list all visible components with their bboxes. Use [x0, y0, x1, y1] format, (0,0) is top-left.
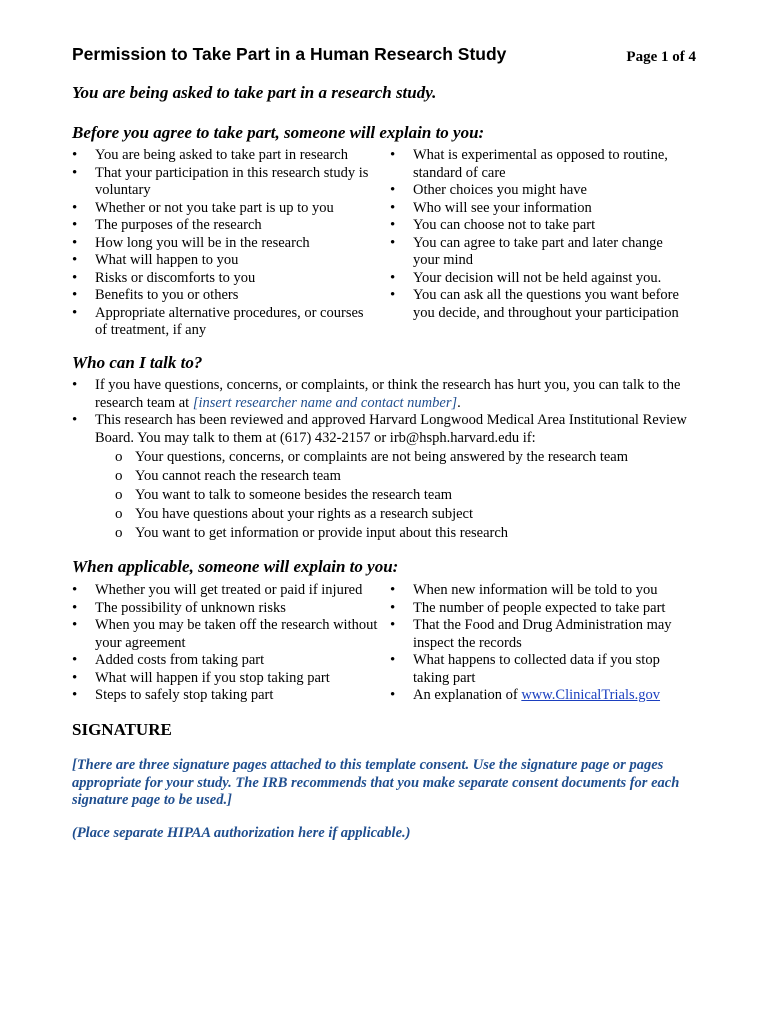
list-item: • What will happen if you stop taking part: [72, 670, 382, 688]
list-item: • You can agree to take part and later change your mind: [390, 235, 690, 270]
list-item: • What is experimental as opposed to routine, standard of care: [390, 147, 690, 182]
list-item: • The purposes of the research: [72, 217, 372, 235]
list-item: • When you may be taken off the research without your agreement: [72, 617, 382, 652]
document-title: Permission to Take Part in a Human Research Study: [72, 44, 507, 64]
talk-heading: Who can I talk to?: [72, 353, 203, 372]
list-item: • You can choose not to take part: [390, 217, 690, 235]
list-item: [72, 412, 692, 543]
list-item: • Your decision will not be held against you.: [390, 270, 690, 288]
sub-list-item: o Your questions, concerns, or complaints are not being answered by the research team: [95, 448, 692, 467]
sub-list-item: o You cannot reach the research team: [95, 467, 692, 486]
list-item: • How long you will be in the research: [72, 235, 372, 253]
list-item: • Whether you will get treated or paid if injured: [72, 582, 382, 600]
sub-list-item: o You have questions about your rights as a research subject: [95, 505, 692, 524]
list-item: • The possibility of unknown risks: [72, 600, 382, 618]
list-item: • You are being asked to take part in research: [72, 147, 372, 165]
clinicaltrials-text: An explanation of: [413, 687, 522, 703]
sub-list-item: o You want to get information or provide input about this research: [95, 524, 692, 543]
sub-list-item: o You want to talk to someone besides the research team: [95, 486, 692, 505]
intro-statement: You are being asked to take part in a research study.: [72, 83, 437, 102]
page-number: Page 1 of 4: [626, 49, 696, 65]
list-item: • You can ask all the questions you want before you decide, and throughout your participation: [390, 287, 690, 322]
applicable-list-left: [72, 582, 382, 705]
list-item: • When new information will be told to you: [390, 582, 690, 600]
signature-heading: SIGNATURE: [72, 720, 172, 739]
period: .: [457, 394, 461, 411]
list-item: [390, 687, 690, 705]
list-item: • Appropriate alternative procedures, or courses of treatment, if any: [72, 305, 372, 340]
page-header: [72, 46, 700, 68]
clinicaltrials-link[interactable]: www.ClinicalTrials.gov: [521, 687, 661, 703]
list-item: • Steps to safely stop taking part: [72, 687, 382, 705]
list-item: [72, 377, 692, 412]
hipaa-note: (Place separate HIPAA authorization here if applicable.): [72, 825, 411, 841]
explain-list-right: [390, 147, 690, 322]
list-item: • Added costs from taking part: [72, 652, 382, 670]
list-item: • The number of people expected to take part: [390, 600, 690, 618]
list-item: • Other choices you might have: [390, 182, 690, 200]
talk-list: [72, 377, 692, 543]
list-item: • Benefits to you or others: [72, 287, 372, 305]
list-item: • Who will see your information: [390, 200, 690, 218]
list-item: • Risks or discomforts to you: [72, 270, 372, 288]
irb-contact-text: This research has been reviewed and approved Harvard Longwood Medical Area Institutional Review Board. You may talk to them at (617) 432-2157 or irb@hsph.harvard.edu if:: [95, 412, 687, 446]
applicable-heading: When applicable, someone will explain to you:: [72, 557, 399, 576]
talk-item-text: If you have questions, concerns, or complaints, or think the research has hurt you, you can talk to the research team at: [95, 377, 681, 411]
list-item: • That your participation in this research study is voluntary: [72, 165, 372, 200]
list-item: • What will happen to you: [72, 252, 372, 270]
irb-reasons-list: [95, 448, 692, 543]
list-item: • That the Food and Drug Administration may inspect the records: [390, 617, 690, 652]
explain-heading: Before you agree to take part, someone will explain to you:: [72, 123, 485, 142]
applicable-list-right: [390, 582, 690, 705]
researcher-contact-placeholder: [insert researcher name and contact number]: [192, 394, 458, 411]
signature-template-note: [There are three signature pages attached to this template consent. Use the signature page or pages appropriate for your study. The IRB recommends that you make separate consent documents for each signature page to be used.]: [72, 757, 680, 808]
list-item: • What happens to collected data if you stop taking part: [390, 652, 690, 687]
list-item: • Whether or not you take part is up to you: [72, 200, 372, 218]
explain-list-left: [72, 147, 372, 340]
